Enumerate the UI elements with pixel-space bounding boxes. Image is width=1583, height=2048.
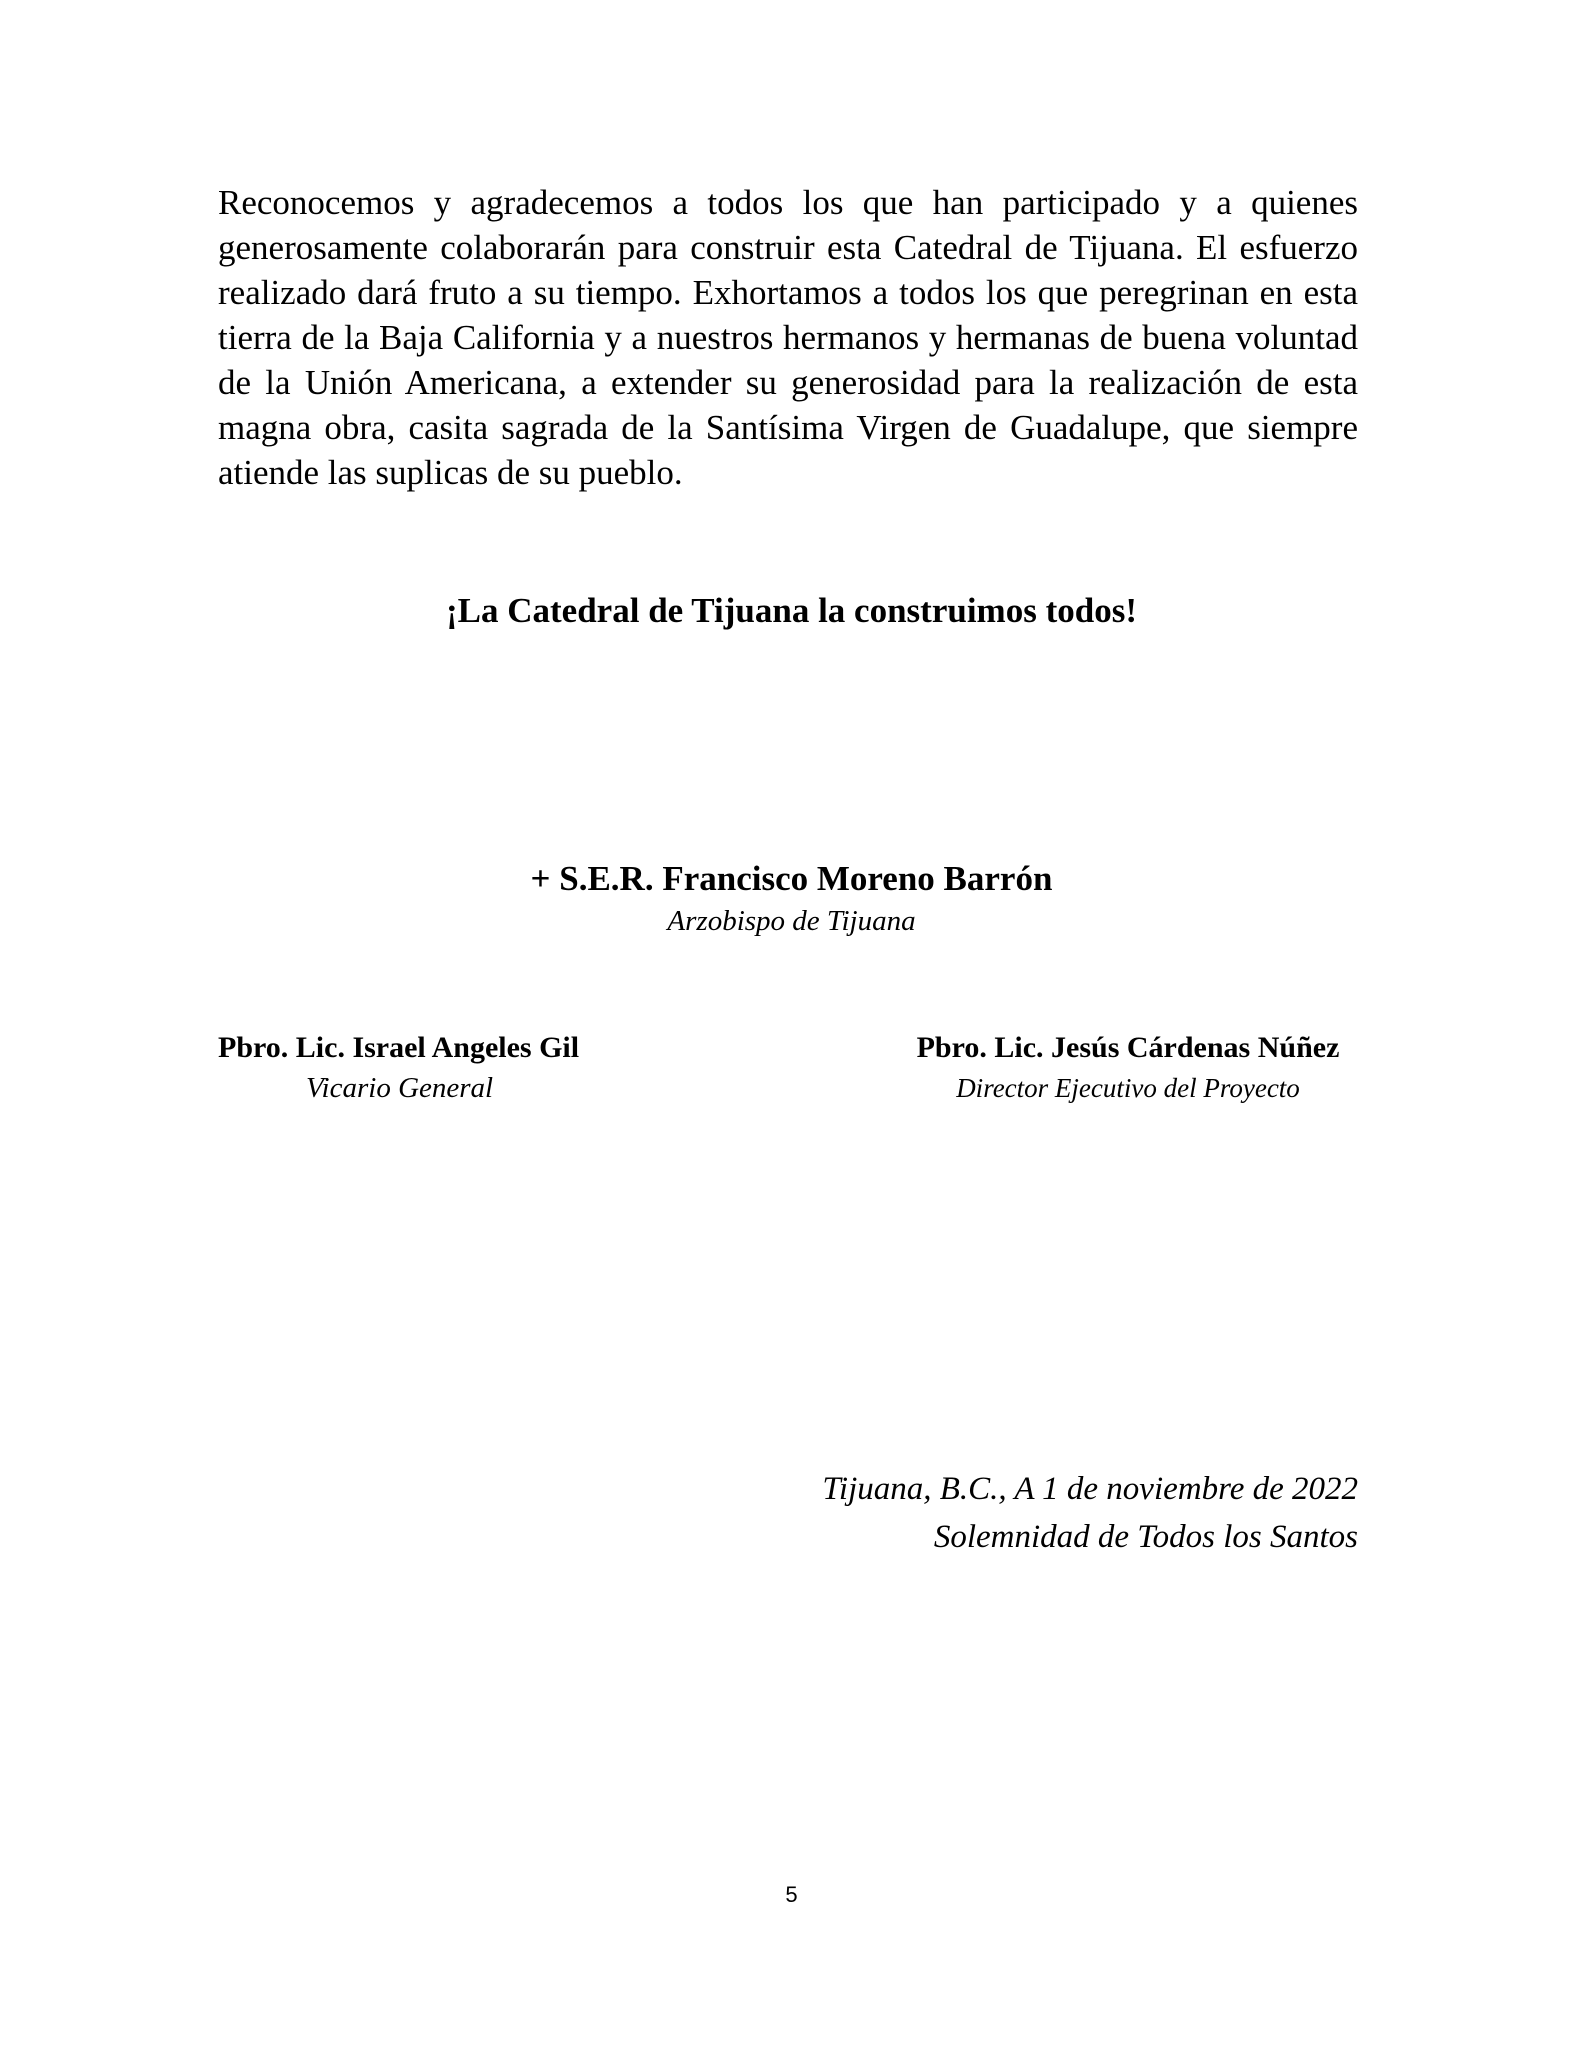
signatory-title: Director Ejecutivo del Proyecto: [956, 1073, 1300, 1103]
signature-archbishop: [0, 857, 1583, 941]
signatory-name: + S.E.R. Francisco Moreno Barrón: [530, 859, 1053, 898]
signatory-name: Pbro. Lic. Jesús Cárdenas Núñez: [916, 1031, 1340, 1064]
page-number: 5: [785, 1882, 798, 1907]
motto-heading: ¡La Catedral de Tijuana la construimos todos!: [446, 591, 1137, 630]
signatory-title: Arzobispo de Tijuana: [667, 905, 916, 937]
signature-vicar: [218, 1028, 618, 1108]
body-paragraph: Reconocemos y agradecemos a todos los que han participado y a quienes generosamente colaborarán para construir esta Catedral de Tijuana. El esfuerzo realizado dará fruto a su tiempo. Exhortamos a todos los que peregrinan en esta tierra de la Baja California y a nuestros hermanos y hermanas de buena voluntad de la Unión Americana, a extender su generosidad para la realización de esta magna obra, casita sagrada de la Santísima Virgen de Guadalupe, que siempre atiende las suplicas de su pueblo.: [218, 183, 1358, 492]
signatory-title: Vicario General: [306, 1072, 494, 1104]
place-date-line: Tijuana, B.C., A 1 de noviembre de 2022: [822, 1471, 1358, 1507]
signature-director: [898, 1028, 1358, 1108]
signatory-name: Pbro. Lic. Israel Angeles Gil: [218, 1031, 580, 1064]
place-and-date: [822, 1465, 1358, 1561]
occasion-line: Solemnidad de Todos los Santos: [933, 1519, 1358, 1555]
